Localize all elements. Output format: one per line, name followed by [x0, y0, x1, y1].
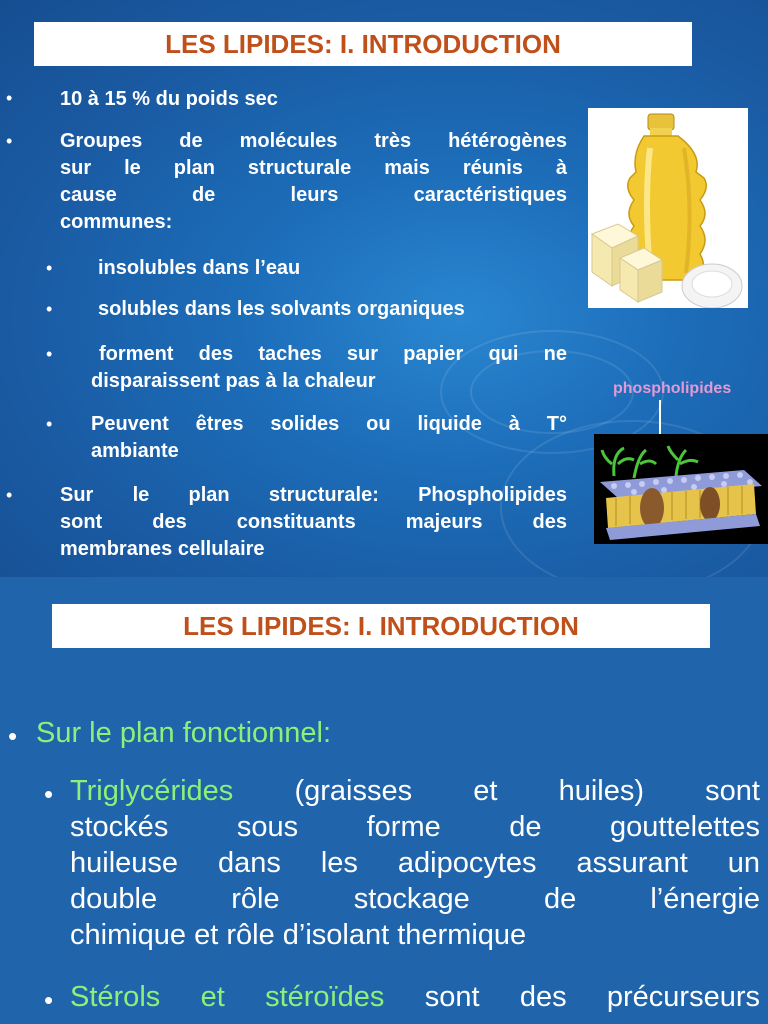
bullet: •	[6, 88, 13, 108]
item-dry-weight: 10 à 15 % du poids sec	[60, 88, 278, 110]
sterols-text: sont des précurseurs	[424, 981, 760, 1013]
oil-bottle-butter-image	[588, 108, 748, 308]
triglycerides-line: stockés sous forme de gouttelettes	[70, 811, 760, 843]
phospholipid-membrane-image	[594, 434, 768, 544]
triglycerides-text: (graisses et huiles) sont	[294, 775, 760, 807]
item-structural-line: membranes cellulaire	[60, 538, 265, 560]
item-structural-line: sont des constituants majeurs des	[60, 511, 567, 533]
sterols-paragraph	[70, 979, 760, 1015]
item-structural	[60, 482, 567, 563]
bullet: •	[46, 299, 53, 319]
sub-item-state-line: Peuvent êtres solides ou liquide à T°	[91, 413, 567, 435]
item-groups-line: Groupes de molécules très hétérogènes	[60, 130, 567, 152]
bullet: •	[46, 344, 53, 364]
sub-item-stains-line: disparaissent pas à la chaleur	[91, 370, 376, 392]
functional-heading: Sur le plan fonctionnel:	[36, 717, 332, 749]
slide-title	[34, 22, 692, 66]
bullet: •	[8, 721, 18, 751]
sub-item-soluble: solubles dans les solvants organiques	[98, 298, 465, 320]
bullet: •	[46, 258, 53, 278]
sub-item-insoluble: insolubles dans l’eau	[98, 257, 301, 279]
sterols-term: Stérols et stéroïdes	[70, 981, 385, 1013]
sub-item-state-line: ambiante	[91, 440, 179, 462]
sub-item-stains-line: forment des taches sur papier qui ne	[99, 343, 567, 365]
item-structural-line: Sur le plan structurale: Phospholipides	[60, 484, 567, 506]
item-groups-line: sur le plan structurale mais réunis à	[60, 157, 567, 179]
sub-item-stains	[91, 341, 567, 395]
triglycerides-line: double rôle stockage de l’énergie	[70, 883, 760, 915]
slide-title	[52, 604, 710, 648]
triglycerides-term: Triglycérides	[70, 775, 234, 807]
item-groups-line: cause de leurs caractéristiques	[60, 184, 567, 206]
slide-title-text: LES LIPIDES: I. INTRODUCTION	[165, 28, 561, 59]
slide-2	[0, 577, 768, 1024]
triglycerides-line: huileuse dans les adipocytes assurant un	[70, 847, 760, 879]
triglycerides-paragraph	[70, 773, 760, 953]
bullet: •	[6, 131, 13, 151]
bullet: •	[46, 414, 53, 434]
phospholipides-label: phospholipides	[613, 380, 732, 397]
slide-title-text: LES LIPIDES: I. INTRODUCTION	[183, 610, 579, 641]
bullet: •	[6, 485, 13, 505]
bullet: •	[44, 985, 54, 1015]
triglycerides-line: chimique et rôle d’isolant thermique	[70, 919, 527, 951]
bullet: •	[44, 779, 54, 809]
item-groups-line: communes:	[60, 211, 173, 233]
item-groups	[60, 128, 567, 236]
sub-item-state	[91, 411, 567, 465]
